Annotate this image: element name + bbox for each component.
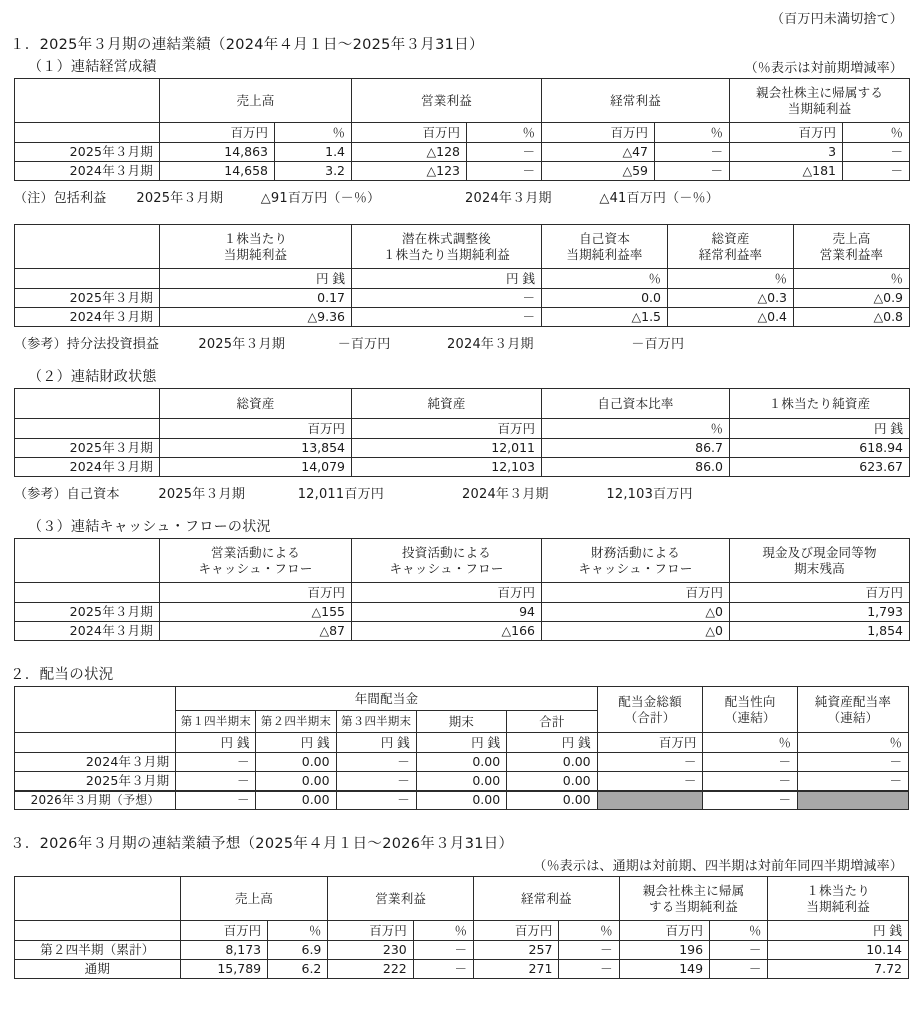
cell-value: △155 [160, 603, 352, 622]
cell-value: 0.00 [507, 772, 597, 791]
cell-value: － [336, 753, 416, 772]
unit-financing-cf-million: 百万円 [542, 583, 730, 603]
unit-q1-yen: 円 銭 [176, 733, 256, 753]
cell-value: 10.14 [768, 941, 909, 960]
cell-value: 222 [328, 960, 413, 979]
cell-value: △59 [542, 162, 655, 181]
cell-value: △0 [542, 622, 730, 641]
col-total-assets: 総資産 [160, 389, 352, 419]
cell-value: － [352, 308, 542, 327]
col-investing-cf [352, 539, 542, 583]
cell-value: － [703, 791, 798, 810]
col-total-dividend-line2: （合計） [624, 709, 676, 725]
note-equity-prefix: （参考）持分法投資損益 [14, 337, 160, 352]
cell-value: △1.5 [542, 308, 668, 327]
cell-value: － [336, 791, 416, 810]
unit-row-label [15, 583, 160, 603]
table-row [15, 603, 910, 622]
cell-value: 8,173 [180, 941, 267, 960]
col-eps-line1: １株当たり [223, 230, 288, 246]
corner-cell [15, 877, 181, 921]
cell-value: 230 [328, 941, 413, 960]
corner-cell [15, 539, 160, 583]
cell-value: － [710, 960, 768, 979]
unit-net-assets-million: 百万円 [352, 419, 542, 439]
corner-cell [15, 687, 176, 733]
col-cash-equivalents-line2: 期末残高 [794, 560, 845, 576]
cell-value: △181 [730, 162, 843, 181]
col-equity-ratio: 自己資本比率 [542, 389, 730, 419]
cell-value: 12,103 [352, 458, 542, 477]
note-comprehensive-income [10, 187, 905, 206]
col-operating-cf-line2: キャッシュ・フロー [198, 560, 313, 576]
unit-payout-percent: ％ [703, 733, 798, 753]
col-forecast-eps [768, 877, 909, 921]
col-group-forecast-net-sales: 売上高 [180, 877, 328, 921]
table-row [15, 162, 910, 181]
col-group-forecast-ordinary-income: 経常利益 [474, 877, 620, 921]
cell-value: － [597, 772, 703, 791]
unit-operating-million: 百万円 [352, 123, 467, 143]
cell-shaded-doe [797, 791, 908, 810]
table-row [15, 960, 909, 979]
unit-f-sales-percent: ％ [268, 921, 328, 941]
unit-row-label [15, 733, 176, 753]
cell-value: △166 [352, 622, 542, 641]
cell-value: － [467, 143, 542, 162]
cell-value: △0.4 [668, 308, 794, 327]
section-1-title: １．2025年３月期の連結業績（2024年４月１日～2025年３月31日） [10, 37, 484, 53]
table-forecast [14, 876, 909, 979]
cell-value: － [336, 772, 416, 791]
col-dividend-on-equity [797, 687, 908, 733]
cell-value: － [176, 791, 256, 810]
table-row [15, 772, 909, 791]
unit-f-ordinary-million: 百万円 [474, 921, 559, 941]
cell-value: － [352, 289, 542, 308]
cell-value: － [655, 143, 730, 162]
unit-f-operating-percent: ％ [413, 921, 473, 941]
col-roe-line2: 当期純利益率 [566, 246, 643, 262]
table-per-share-indicators [14, 224, 910, 327]
cell-value: 86.7 [542, 439, 730, 458]
cell-value: 0.00 [416, 791, 506, 810]
percent-note-3: （％表示は、通期は対前期、四半期は対前年同四半期増減率） [533, 859, 903, 874]
cell-value: 15,789 [180, 960, 267, 979]
cell-value: △9.36 [160, 308, 352, 327]
cell-value: 6.9 [268, 941, 328, 960]
cell-value: 149 [619, 960, 709, 979]
col-q1-end: 第１四半期末 [176, 711, 256, 733]
col-roa [668, 225, 794, 269]
col-diluted-eps-line2: １株当たり当期純利益 [382, 246, 510, 262]
cell-value: 196 [619, 941, 709, 960]
cell-value: 1.4 [275, 143, 352, 162]
row-label-fy2025: 2025年３月期 [15, 772, 176, 791]
section-1-2-title: （２）連結財政状態 [28, 369, 157, 385]
note-equity-method-income [10, 333, 905, 352]
cell-value: － [413, 941, 473, 960]
col-group-forecast-net-income-line2: する当期純利益 [649, 898, 738, 914]
cell-value: 3 [730, 143, 843, 162]
note-comprehensive-value-2: △41百万円（－％） [599, 191, 719, 206]
table-row [15, 439, 910, 458]
col-dividend-on-equity-line1: 純資産配当率 [814, 693, 892, 709]
unit-net-sales-million: 百万円 [160, 123, 275, 143]
unit-margin-percent: ％ [794, 269, 910, 289]
row-label-fy2025: 2025年３月期 [15, 289, 160, 308]
note-equity-period-1: 2025年３月期 [198, 337, 286, 352]
col-q3-end: 第３四半期末 [336, 711, 416, 733]
cell-value: 623.67 [730, 458, 910, 477]
cell-value: － [703, 753, 798, 772]
unit-ordinary-million: 百万円 [542, 123, 655, 143]
col-group-net-income-parent [730, 79, 910, 123]
col-operating-margin [794, 225, 910, 269]
row-label-full-year: 通期 [15, 960, 181, 979]
section-2-title: ２．配当の状況 [10, 667, 114, 683]
note-equity-period-2: 2024年３月期 [447, 337, 534, 352]
corner-cell [15, 79, 160, 123]
note-equity-value-2: －百万円 [631, 337, 685, 352]
note-comprehensive-prefix: （注）包括利益 [14, 191, 107, 206]
row-label-h1-cumulative: 第２四半期（累計） [15, 941, 181, 960]
row-label-fy2024: 2024年３月期 [15, 458, 160, 477]
unit-f-sales-million: 百万円 [180, 921, 267, 941]
cell-value: － [797, 772, 908, 791]
col-forecast-eps-line1: １株当たり [806, 882, 870, 898]
cell-value: － [710, 941, 768, 960]
cell-value: － [467, 162, 542, 181]
cell-value: 0.00 [256, 772, 336, 791]
unit-f-eps-yen: 円 銭 [768, 921, 909, 941]
cell-value: 86.0 [542, 458, 730, 477]
col-group-forecast-net-income-parent [619, 877, 768, 921]
col-operating-cf [160, 539, 352, 583]
note-own-capital [10, 483, 905, 502]
cell-value: 0.00 [256, 791, 336, 810]
col-forecast-eps-line2: 当期純利益 [806, 898, 870, 914]
col-roa-line1: 総資産 [711, 230, 750, 246]
note-comprehensive-value-1: △91百万円（－％） [260, 191, 381, 206]
unit-f-netincome-million: 百万円 [619, 921, 709, 941]
col-group-ordinary-income: 経常利益 [542, 79, 730, 123]
unit-row-label [15, 419, 160, 439]
unit-cash-million: 百万円 [730, 583, 910, 603]
col-eps [160, 225, 352, 269]
table-row [15, 941, 909, 960]
note-own-capital-period-2: 2024年３月期 [462, 487, 549, 502]
cell-value: 1,793 [730, 603, 910, 622]
col-roe-line1: 自己資本 [579, 230, 630, 246]
unit-row-label [15, 269, 160, 289]
table-consolidated-results [14, 78, 910, 181]
unit-q2-yen: 円 銭 [256, 733, 336, 753]
cell-value: － [797, 753, 908, 772]
table-row [15, 308, 910, 327]
unit-bps-yen: 円 銭 [730, 419, 910, 439]
col-group-annual-dividend: 年間配当金 [176, 687, 597, 711]
row-label-fy2024: 2024年３月期 [15, 753, 176, 772]
unit-diluted-eps-yen: 円 銭 [352, 269, 542, 289]
cell-value: 6.2 [268, 960, 328, 979]
cell-value: 271 [474, 960, 559, 979]
col-dividend-on-equity-line2: （連結） [827, 709, 879, 725]
cell-value: 7.72 [768, 960, 909, 979]
cell-value: 1,854 [730, 622, 910, 641]
col-eps-line2: 当期純利益 [223, 246, 288, 262]
table-cash-flow [14, 538, 910, 641]
row-label-fy2025: 2025年３月期 [15, 439, 160, 458]
col-roe [542, 225, 668, 269]
cell-value: － [703, 772, 798, 791]
unit-f-ordinary-percent: ％ [559, 921, 619, 941]
cell-value: 14,079 [160, 458, 352, 477]
table-row-forecast [15, 791, 909, 810]
col-dividend-total: 合計 [507, 711, 597, 733]
yen-rounding-note: （百万円未満切捨て） [770, 12, 903, 27]
col-diluted-eps [352, 225, 542, 269]
col-total-dividend-amount [597, 687, 703, 733]
unit-total-yen: 円 銭 [507, 733, 597, 753]
row-label-fy2024: 2024年３月期 [15, 162, 160, 181]
unit-net-sales-percent: ％ [275, 123, 352, 143]
row-label-fy2025: 2025年３月期 [15, 143, 160, 162]
note-equity-value-1: －百万円 [337, 337, 391, 352]
col-group-net-income-parent-line2: 当期純利益 [787, 100, 852, 116]
cell-value: － [176, 753, 256, 772]
cell-value: 13,854 [160, 439, 352, 458]
table-row [15, 143, 910, 162]
unit-roe-percent: ％ [542, 269, 668, 289]
note-comprehensive-period-2: 2024年３月期 [465, 191, 552, 206]
col-roa-line2: 経常利益率 [698, 246, 763, 262]
unit-operating-percent: ％ [467, 123, 542, 143]
cell-value: 12,011 [352, 439, 542, 458]
corner-cell [15, 225, 160, 269]
cell-value: 0.00 [507, 791, 597, 810]
cell-value: － [597, 753, 703, 772]
unit-f-netincome-percent: ％ [710, 921, 768, 941]
cell-value: － [559, 960, 619, 979]
table-financial-position [14, 388, 910, 477]
cell-value: － [843, 162, 910, 181]
unit-row-label [15, 123, 160, 143]
col-financing-cf-line2: キャッシュ・フロー [578, 560, 693, 576]
col-diluted-eps-line1: 潜在株式調整後 [402, 230, 491, 246]
unit-investing-cf-million: 百万円 [352, 583, 542, 603]
unit-doe-percent: ％ [797, 733, 908, 753]
cell-value: 0.00 [256, 753, 336, 772]
unit-roa-percent: ％ [668, 269, 794, 289]
unit-equity-ratio-percent: ％ [542, 419, 730, 439]
col-operating-cf-line1: 営業活動による [211, 544, 300, 560]
cell-value: △0.8 [794, 308, 910, 327]
note-own-capital-value-2: 12,103百万円 [606, 487, 693, 502]
cell-value: 14,863 [160, 143, 275, 162]
unit-q3-yen: 円 銭 [336, 733, 416, 753]
section-1-1-title: （１）連結経営成績 [28, 59, 157, 75]
col-payout-ratio [703, 687, 798, 733]
col-group-forecast-operating-income: 営業利益 [328, 877, 474, 921]
cell-value: △0.9 [794, 289, 910, 308]
unit-total-assets-million: 百万円 [160, 419, 352, 439]
cell-value: △128 [352, 143, 467, 162]
col-cash-equivalents-line1: 現金及び現金同等物 [762, 544, 877, 560]
cell-value: － [413, 960, 473, 979]
col-financing-cf-line1: 財務活動による [591, 544, 680, 560]
cell-value: － [655, 162, 730, 181]
note-own-capital-value-1: 12,011百万円 [297, 487, 384, 502]
col-investing-cf-line1: 投資活動による [402, 544, 491, 560]
cell-value: 0.17 [160, 289, 352, 308]
row-label-fy2026-forecast: 2026年３月期（予想） [15, 791, 176, 810]
cell-value: － [843, 143, 910, 162]
col-net-assets: 純資産 [352, 389, 542, 419]
unit-row-label [15, 921, 181, 941]
cell-value: 0.00 [416, 772, 506, 791]
unit-eps-yen: 円 銭 [160, 269, 352, 289]
row-label-fy2024: 2024年３月期 [15, 622, 160, 641]
unit-f-operating-million: 百万円 [328, 921, 413, 941]
row-label-fy2025: 2025年３月期 [15, 603, 160, 622]
cell-value: 94 [352, 603, 542, 622]
col-financing-cf [542, 539, 730, 583]
cell-shaded-total-amount [597, 791, 703, 810]
table-row [15, 289, 910, 308]
col-total-dividend-line1: 配当金総額 [618, 693, 682, 709]
cell-value: △47 [542, 143, 655, 162]
table-dividends [14, 686, 909, 810]
cell-value: 14,658 [160, 162, 275, 181]
unit-netincome-percent: ％ [843, 123, 910, 143]
col-bps: １株当たり純資産 [730, 389, 910, 419]
table-row [15, 753, 909, 772]
col-operating-margin-line2: 営業利益率 [819, 246, 884, 262]
col-payout-ratio-line1: 配当性向 [724, 693, 776, 709]
row-label-fy2024: 2024年３月期 [15, 308, 160, 327]
note-own-capital-period-1: 2025年３月期 [158, 487, 246, 502]
corner-cell [15, 389, 160, 419]
col-group-net-income-parent-line1: 親会社株主に帰属する [756, 84, 884, 100]
cell-value: △0.3 [668, 289, 794, 308]
cell-value: 0.00 [507, 753, 597, 772]
unit-netincome-million: 百万円 [730, 123, 843, 143]
section-1-3-title: （３）連結キャッシュ・フローの状況 [28, 519, 271, 535]
col-year-end: 期末 [416, 711, 506, 733]
col-group-net-sales: 売上高 [160, 79, 352, 123]
col-group-operating-income: 営業利益 [352, 79, 542, 123]
note-own-capital-prefix: （参考）自己資本 [14, 487, 120, 502]
col-payout-ratio-line2: （連結） [724, 709, 776, 725]
col-operating-margin-line1: 売上高 [832, 230, 871, 246]
note-comprehensive-period-1: 2025年３月期 [136, 191, 224, 206]
unit-total-amount-million: 百万円 [597, 733, 703, 753]
col-q2-end: 第２四半期末 [256, 711, 336, 733]
unit-operating-cf-million: 百万円 [160, 583, 352, 603]
cell-value: － [176, 772, 256, 791]
unit-ordinary-percent: ％ [655, 123, 730, 143]
cell-value: 0.0 [542, 289, 668, 308]
unit-yearend-yen: 円 銭 [416, 733, 506, 753]
cell-value: 257 [474, 941, 559, 960]
percent-note-1: （％表示は対前期増減率） [744, 61, 903, 76]
table-row [15, 458, 910, 477]
cell-value: － [559, 941, 619, 960]
col-investing-cf-line2: キャッシュ・フロー [389, 560, 504, 576]
table-row [15, 622, 910, 641]
section-3-title: ３．2026年３月期の連結業績予想（2025年４月１日～2026年３月31日） [10, 836, 514, 852]
cell-value: 618.94 [730, 439, 910, 458]
cell-value: △87 [160, 622, 352, 641]
cell-value: 0.00 [416, 753, 506, 772]
col-cash-equivalents [730, 539, 910, 583]
cell-value: △123 [352, 162, 467, 181]
col-group-forecast-net-income-line1: 親会社株主に帰属 [642, 882, 745, 898]
cell-value: △0 [542, 603, 730, 622]
cell-value: 3.2 [275, 162, 352, 181]
